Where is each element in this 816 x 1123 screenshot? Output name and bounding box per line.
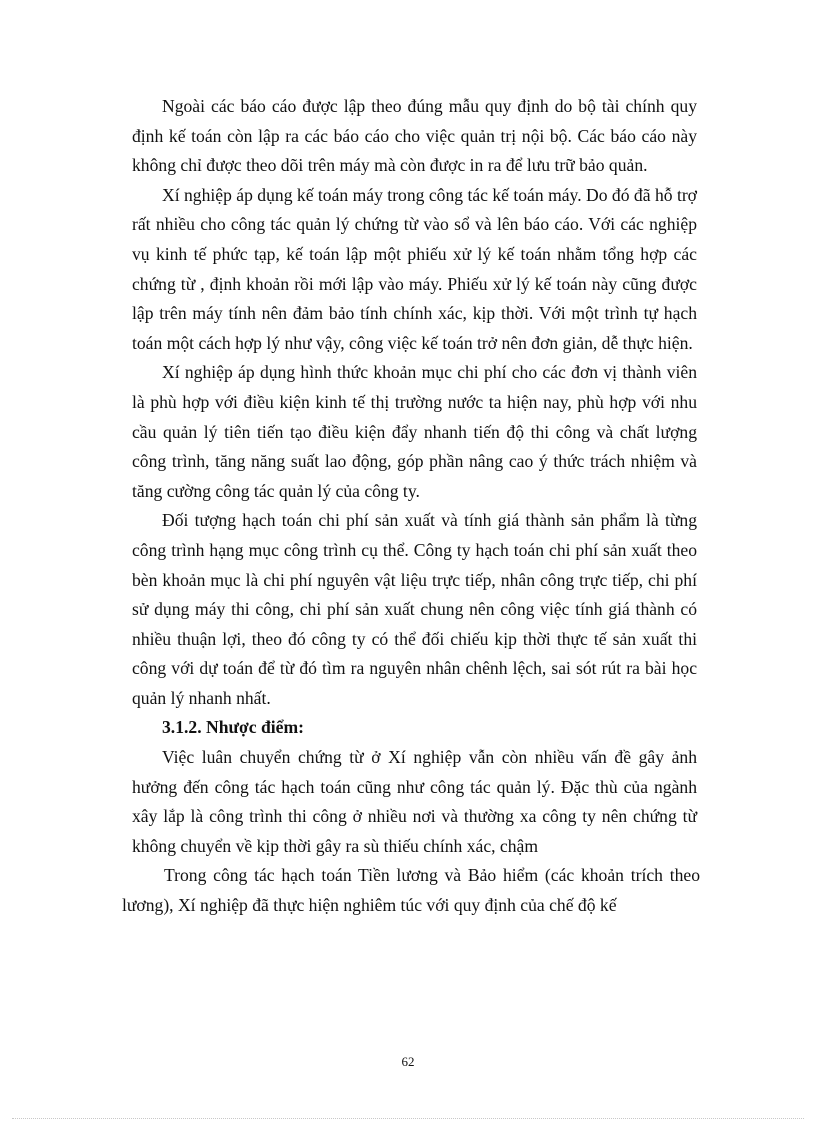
paragraph-computer-accounting: Xí nghiệp áp dụng kế toán máy trong công tác kế toán máy. Do đó đã hỗ trợ rất nhiều cho công tác quản lý chứng từ vào sổ và lên báo cáo. Với các nghiệp vụ kinh tế phức tạp, kế toán lập một phiếu xử lý kế toán nhằm tổng hợp các chứng từ , định khoản rồi mới lập vào máy. Phiếu xử lý kế toán này cũng được lập trên máy tính nên đảm bảo tính chính xác, kịp thời. Với một trình tự hạch toán một cách hợp lý như vậy, công việc kế toán trở nên đơn giản, dễ thực hiện. bbox=[132, 184, 697, 353]
paragraph-reports: Ngoài các báo cáo được lập theo đúng mẫu quy định do bộ tài chính quy định kế toán còn lập ra các báo cáo cho việc quản trị nội bộ. Các báo cáo này không chỉ được theo dõi trên máy mà còn được in ra để lưu trữ bảo quản. bbox=[132, 96, 697, 176]
paragraph-document-flow: Việc luân chuyển chứng từ ở Xí nghiệp vẫn còn nhiều vấn đề gây ảnh hưởng đến công tác hạch toán cũng như công tác quản lý. Đặc thù của ngành xây lắp là công trình thi công ở nhiều nơi và thường xa công ty nên chứng từ không chuyển về kịp thời gây ra sù thiếu chính xác, chậm bbox=[132, 747, 697, 856]
document-body bbox=[122, 92, 700, 921]
paragraph-payroll: Trong công tác hạch toán Tiền lương và Bảo hiểm (các khoản trích theo lương), Xí nghiệp đã thực hiện nghiêm túc với quy định của chế độ kế bbox=[122, 865, 700, 916]
section-heading: 3.1.2. Nhược điểm: bbox=[162, 717, 304, 738]
page-number: 62 bbox=[401, 1054, 415, 1069]
paragraph-cost-items: Xí nghiệp áp dụng hình thức khoản mục chi phí cho các đơn vị thành viên là phù hợp với điều kiện kinh tế thị trường nước ta hiện nay, phù hợp với nhu cầu quản lý tiên tiến tạo điều kiện đẩy nhanh tiến độ thi công và chất lượng công trình, tăng năng suất lao động, góp phần nâng cao ý thức trách nhiệm và tăng cường công tác quản lý của công ty. bbox=[132, 362, 697, 501]
paragraph-costing-object: Đối tượng hạch toán chi phí sản xuất và tính giá thành sản phẩm là từng công trình hạng mục công trình cụ thể. Công ty hạch toán chi phí sản xuất theo bèn khoản mục là chi phí nguyên vật liệu trực tiếp, nhân công trực tiếp, chi phí sử dụng máy thi công, chi phí sản xuất chung nên công việc tính giá thành có nhiều thuận lợi, theo đó công ty có thể đối chiếu kịp thời thực tế sản xuất thi công với dự toán để từ đó tìm ra nguyên nhân chênh lệch, sai sót rút ra bài học quản lý nhanh nhất. bbox=[132, 510, 697, 708]
page-bottom-divider bbox=[12, 1118, 804, 1119]
